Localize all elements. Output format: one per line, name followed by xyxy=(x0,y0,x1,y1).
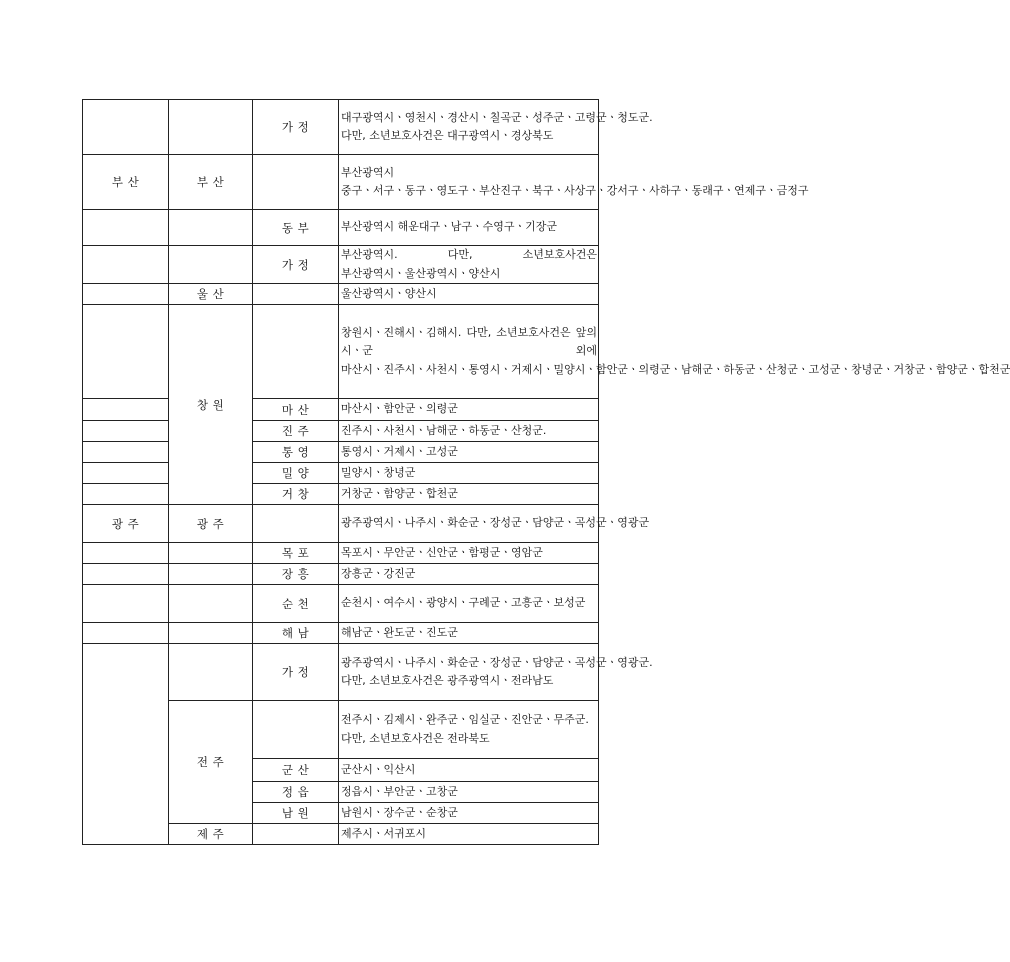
branch-court-cell: 해 남 xyxy=(253,623,339,644)
branch-court-cell: 장 흥 xyxy=(253,564,339,585)
district-court-cell xyxy=(169,623,253,644)
high-court-cell xyxy=(83,246,169,284)
high-court-cell xyxy=(83,644,169,845)
district-court-cell xyxy=(169,564,253,585)
branch-court-cell: 정 읍 xyxy=(253,782,339,803)
district-court-cell: 울 산 xyxy=(169,284,253,305)
district-court-cell: 창 원 xyxy=(169,305,253,505)
district-court-cell xyxy=(169,210,253,246)
jurisdiction-area-cell: 밀양시ㆍ창녕군 xyxy=(339,463,599,484)
high-court-cell xyxy=(83,484,169,505)
table-row xyxy=(83,463,599,484)
table-row xyxy=(83,100,599,155)
jurisdiction-area-cell: 광주광역시ㆍ나주시ㆍ화순군ㆍ장성군ㆍ담양군ㆍ곡성군ㆍ영광군. 다만, 소년보호사건은 광주광역시ㆍ전라남도 xyxy=(339,644,599,701)
high-court-cell xyxy=(83,442,169,463)
jurisdiction-area-cell: 군산시ㆍ익산시 xyxy=(339,759,599,782)
branch-court-cell: 진 주 xyxy=(253,421,339,442)
jurisdiction-area-cell: 순천시ㆍ여수시ㆍ광양시ㆍ구례군ㆍ고흥군ㆍ보성군 xyxy=(339,585,599,623)
branch-court-cell: 마 산 xyxy=(253,399,339,421)
branch-court-cell xyxy=(253,701,339,759)
jurisdiction-area-cell: 부산광역시 중구ㆍ서구ㆍ동구ㆍ영도구ㆍ부산진구ㆍ북구ㆍ사상구ㆍ강서구ㆍ사하구ㆍ동래구ㆍ연제구ㆍ금정구 xyxy=(339,155,599,210)
high-court-cell xyxy=(83,305,169,399)
high-court-cell xyxy=(83,463,169,484)
branch-court-cell: 남 원 xyxy=(253,803,339,824)
branch-court-cell: 군 산 xyxy=(253,759,339,782)
jurisdiction-area-cell: 대구광역시ㆍ영천시ㆍ경산시ㆍ칠곡군ㆍ성주군ㆍ고령군ㆍ청도군. 다만, 소년보호사건은 대구광역시ㆍ경상북도 xyxy=(339,100,599,155)
branch-court-cell: 동 부 xyxy=(253,210,339,246)
jurisdiction-area-cell: 제주시ㆍ서귀포시 xyxy=(339,824,599,845)
jurisdiction-area-cell: 장흥군ㆍ강진군 xyxy=(339,564,599,585)
high-court-cell xyxy=(83,399,169,421)
high-court-cell xyxy=(83,623,169,644)
district-court-cell xyxy=(169,644,253,701)
jurisdiction-area-cell: 부산광역시 해운대구ㆍ남구ㆍ수영구ㆍ기장군 xyxy=(339,210,599,246)
branch-court-cell: 가 정 xyxy=(253,644,339,701)
district-court-cell: 제 주 xyxy=(169,824,253,845)
district-court-cell: 광 주 xyxy=(169,505,253,543)
district-court-cell xyxy=(169,246,253,284)
table-row xyxy=(83,421,599,442)
table-row xyxy=(83,155,599,210)
table-row xyxy=(83,305,599,399)
district-court-cell xyxy=(169,585,253,623)
jurisdiction-area-cell: 남원시ㆍ장수군ㆍ순창군 xyxy=(339,803,599,824)
high-court-cell xyxy=(83,100,169,155)
jurisdiction-area-cell: 울산광역시ㆍ양산시 xyxy=(339,284,599,305)
jurisdiction-area-cell: 해남군ㆍ완도군ㆍ진도군 xyxy=(339,623,599,644)
high-court-cell xyxy=(83,564,169,585)
district-court-cell: 전 주 xyxy=(169,701,253,824)
jurisdiction-area-cell: 거창군ㆍ함양군ㆍ합천군 xyxy=(339,484,599,505)
high-court-cell: 광 주 xyxy=(83,505,169,543)
branch-court-cell xyxy=(253,155,339,210)
branch-court-cell xyxy=(253,824,339,845)
branch-court-cell: 목 포 xyxy=(253,543,339,564)
branch-court-cell: 가 정 xyxy=(253,100,339,155)
table-row xyxy=(83,484,599,505)
table-row xyxy=(83,505,599,543)
branch-court-cell xyxy=(253,284,339,305)
jurisdiction-area-cell: 정읍시ㆍ부안군ㆍ고창군 xyxy=(339,782,599,803)
district-court-cell: 부 산 xyxy=(169,155,253,210)
jurisdiction-area-cell: 진주시ㆍ사천시ㆍ남해군ㆍ하동군ㆍ산청군. xyxy=(339,421,599,442)
high-court-cell xyxy=(83,585,169,623)
branch-court-cell xyxy=(253,305,339,399)
high-court-cell xyxy=(83,543,169,564)
table-row xyxy=(83,210,599,246)
high-court-cell xyxy=(83,421,169,442)
branch-court-cell: 거 창 xyxy=(253,484,339,505)
jurisdiction-table xyxy=(82,99,1010,845)
table-row xyxy=(83,284,599,305)
district-court-cell xyxy=(169,100,253,155)
branch-court-cell: 통 영 xyxy=(253,442,339,463)
branch-court-cell: 밀 양 xyxy=(253,463,339,484)
high-court-cell xyxy=(83,210,169,246)
table-row xyxy=(83,623,599,644)
table-row xyxy=(83,442,599,463)
table-row xyxy=(83,399,599,421)
table-row xyxy=(83,246,599,284)
branch-court-cell: 순 천 xyxy=(253,585,339,623)
jurisdiction-area-cell: 통영시ㆍ거제시ㆍ고성군 xyxy=(339,442,599,463)
jurisdiction-area-cell: 목포시ㆍ무안군ㆍ신안군ㆍ함평군ㆍ영암군 xyxy=(339,543,599,564)
branch-court-cell: 가 정 xyxy=(253,246,339,284)
branch-court-cell xyxy=(253,505,339,543)
table-row xyxy=(83,585,599,623)
table-row xyxy=(83,543,599,564)
jurisdiction-area-cell: 마산시ㆍ함안군ㆍ의령군 xyxy=(339,399,599,421)
table-row xyxy=(83,644,599,701)
table-row xyxy=(83,564,599,585)
jurisdiction-area-cell: 광주광역시ㆍ나주시ㆍ화순군ㆍ장성군ㆍ담양군ㆍ곡성군ㆍ영광군 xyxy=(339,505,599,543)
jurisdiction-area-cell: 전주시ㆍ김제시ㆍ완주군ㆍ임실군ㆍ진안군ㆍ무주군. 다만, 소년보호사건은 전라북도 xyxy=(339,701,599,759)
high-court-cell: 부 산 xyxy=(83,155,169,210)
jurisdiction-area-cell: 부산광역시. 다만, 소년보호사건은 부산광역시ㆍ울산광역시ㆍ양산시 xyxy=(339,246,599,284)
high-court-cell xyxy=(83,284,169,305)
district-court-cell xyxy=(169,543,253,564)
jurisdiction-area-cell: 창원시ㆍ진해시ㆍ김해시. 다만, 소년보호사건은 앞의 시ㆍ군 외에 마산시ㆍ진주시ㆍ사천시ㆍ통영시ㆍ거제시ㆍ밀양시ㆍ함안군ㆍ의령군ㆍ남해군ㆍ하동군ㆍ산청군ㆍ고성군ㆍ창녕군ㆍ거창군ㆍ함양군ㆍ합천군 xyxy=(339,305,599,399)
